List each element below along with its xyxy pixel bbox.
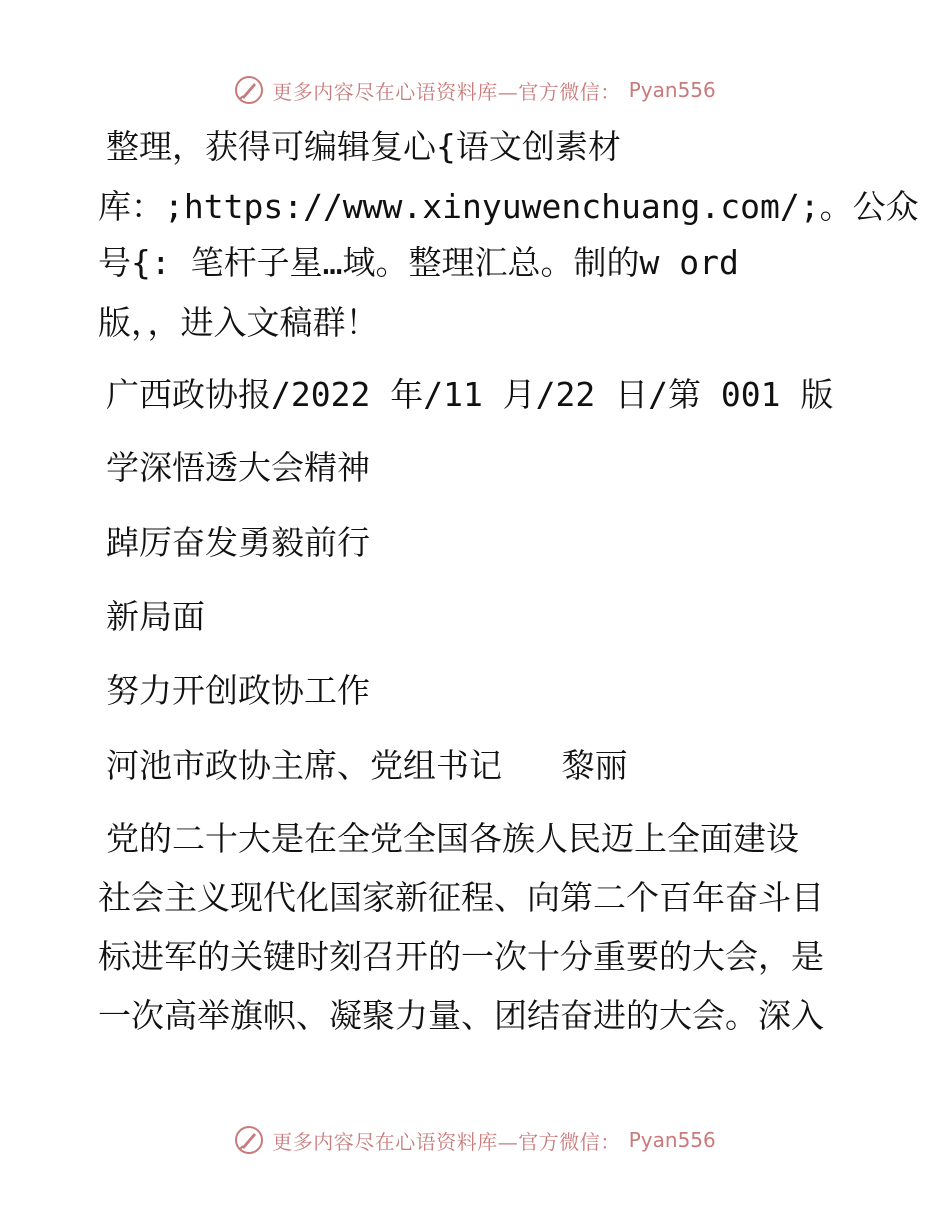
body-line-2: 社会主义现代化国家新征程、向第二个百年奋斗目 (98, 878, 824, 917)
header-watermark (0, 70, 950, 110)
intro-line-2: 库：;https://www.xinyuwenchuang.com/;。公众 (98, 187, 919, 226)
title-line-3: 新局面 (106, 597, 205, 636)
body-line-4: 一次高举旗帜、凝聚力量、团结奋进的大会。深入 (98, 996, 824, 1035)
title-line-1: 学深悟透大会精神 (106, 448, 370, 487)
watermark-wechat-id: Pyan556 (628, 78, 716, 102)
intro-line-3: 号{: 笔杆子星…域。整理汇总。制的w ord (98, 243, 739, 282)
watermark-text: 更多内容尽在心语资料库—官方微信： (272, 79, 621, 104)
title-line-2: 踔厉奋发勇毅前行 (106, 523, 370, 562)
footer-watermark (0, 1120, 950, 1160)
watermark-wechat-id: Pyan556 (628, 1128, 716, 1152)
feather-pen-logo-icon (234, 75, 264, 105)
title-line-4: 努力开创政协工作 (106, 671, 370, 710)
source-line: 广西政协报/2022 年/11 月/22 日/第 001 版 (106, 375, 834, 414)
intro-line-1: 整理，获得可编辑复心{语文创素材 (106, 127, 621, 166)
watermark-text: 更多内容尽在心语资料库—官方微信： (272, 1129, 621, 1154)
author-line: 河池市政协主席、党组书记 黎丽 (106, 746, 628, 785)
body-line-3: 标进军的关键时刻召开的一次十分重要的大会，是 (98, 937, 824, 976)
body-line-1: 党的二十大是在全党全国各族人民迈上全面建设 (106, 819, 799, 858)
intro-line-4: 版，，进入文稿群！ (98, 303, 379, 342)
feather-pen-logo-icon (234, 1125, 264, 1155)
